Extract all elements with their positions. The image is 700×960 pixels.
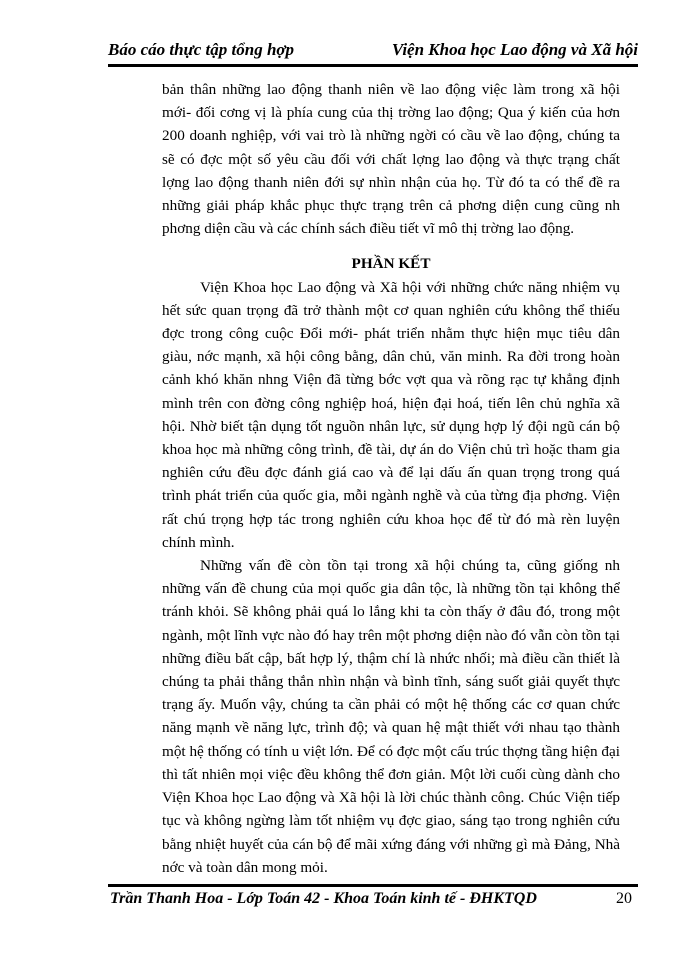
paragraph-intro: bản thân những lao động thanh niên về lao động việc làm trong xã hội mới- đối cơng vị là phía cung của thị trờng lao động; Qua ý kiến của hơn 200 doanh nghiệp, với vai trò là những ngời có cầu về lao động, chúng ta sẽ có đợc một số yêu cầu đối với chất lợng lao động và thực trạng chất lợng lao động thanh niên đới sự nhìn nhận của họ. Từ đó ta có thể đề ra những giải pháp khắc phục thực trạng trên cả phơng diện cung cũng nh phơng diện cầu và các chính sách điều tiết vĩ mô thị trờng lao động. <box>162 81 620 238</box>
page-number: 20 <box>616 890 632 907</box>
paragraph-conclusion-2: Những vấn đề còn tồn tại trong xã hội chúng ta, cũng giống nh những vấn đề chung của mọi quốc gia dân tộc, là những tồn tại không thể tránh khỏi. Sẽ không phải quá lo lắng khi ta còn thấy ở đâu đó, trong một ngành, một lĩnh vực nào đó hay trên một phơng diện nào đó vẫn còn tồn tại những điều bất cập, bất hợp lý, thậm chí là nhức nhối; mà điều cần thiết là chúng ta phải thẳng thắn nhìn nhận và bình tĩnh, sáng suốt giải quyết thực trạng ấy. Muốn vậy, chúng ta cần phải có một hệ thống các cơ quan chức năng mạnh về năng lực, trình độ; và quan hệ mật thiết với nhau tạo thành một hệ thống có tính u việt lớn. Để có đợc một cấu trúc thợng tầng hiện đại thì tất nhiên mọi việc đều không thể đơn giản. Một lời cuối cùng dành cho Viện Khoa học Lao động và Xã hội là lời chúc thành công. Chúc Viện tiếp tục và không ngừng làm tốt nhiệm vụ đợc giao, sáng tạo trong nghiên cứu bằng nhiệt huyết của cán bộ để mãi xứng đáng với những gì mà Đảng, Nhà nớc và toàn dân mong mỏi. <box>162 557 620 876</box>
header-report-title: Báo cáo thực tập tổng hợp <box>108 40 295 59</box>
section-heading: PHẦN KẾT <box>351 255 431 273</box>
footer-author-line: Trần Thanh Hoa - Lớp Toán 42 - Khoa Toán kinh tế - ĐHKTQD <box>110 890 537 907</box>
header-divider <box>108 64 638 67</box>
paragraph-conclusion-1: Viện Khoa học Lao động và Xã hội với những chức năng nhiệm vụ hết sức quan trọng đã trở thành một cơ quan nghiên cứu không thể thiếu đợc trong công cuộc Đổi mới- phát triển nhằm thực hiện mục tiêu dân giàu, nớc mạnh, xã hội công bằng, dân chủ, văn minh. Ra đời trong hoàn cảnh khó khăn nhng Viện đã từng bớc vợt qua và rõng rạc tự khẳng định mình trên con đờng công nghiệp hoá, hiện đại hoá, tiến lên chủ nghĩa xã hội. Nhờ biết tận dụng tốt nguồn nhân lực, sử dụng hợp lý đội ngũ cán bộ khoa học mà những công trình, đề tài, dự án do Viện chủ trì hoặc tham gia nghiên cứu đều đợc đánh giá cao và để lại dấu ấn quan trọng trong quá trình phát triển của quốc gia, mỗi ngành nghề và của từng địa phơng. Viện rất chú trọng hợp tác trong nghiên cứu khoa học để từ đó mà rèn luyện chính mình. <box>162 278 620 551</box>
page-header <box>108 40 638 60</box>
footer-divider <box>108 884 638 887</box>
page-footer <box>108 888 638 910</box>
document-body <box>162 78 620 879</box>
header-institute-name: Viện Khoa học Lao động và Xã hội <box>391 40 638 59</box>
